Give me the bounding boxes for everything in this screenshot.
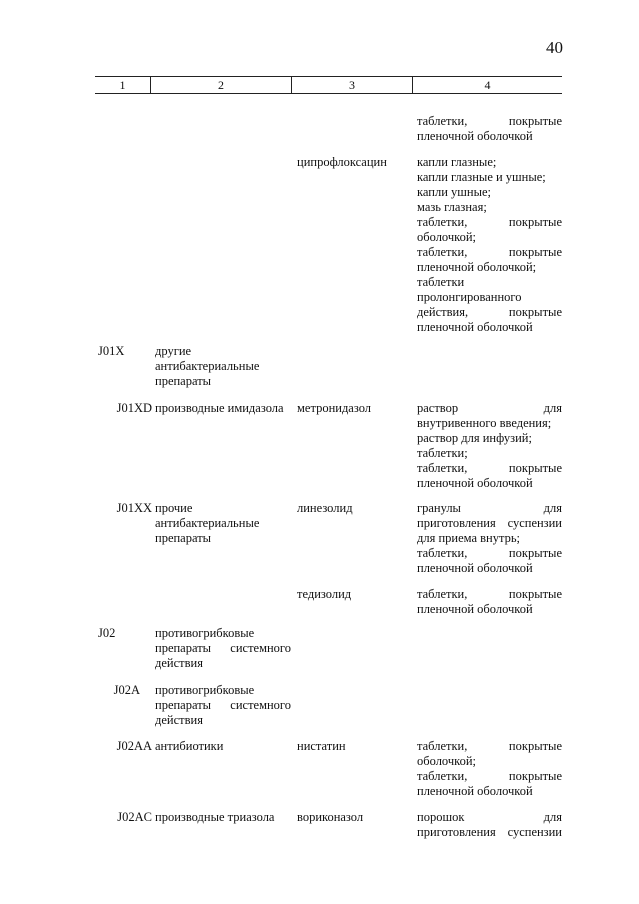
- drug-name: ципрофлоксацин: [297, 155, 387, 169]
- dosage-forms: [417, 155, 562, 335]
- group-line: другие: [155, 344, 192, 358]
- atc-code: J01XX: [116, 501, 152, 515]
- page-number: 40: [546, 38, 563, 57]
- drug-name: тедизолид: [297, 587, 352, 601]
- form-line: пленочной оболочкой: [417, 602, 533, 616]
- form-line: таблетки, покрытые: [417, 769, 562, 783]
- form-line: оболочкой;: [417, 754, 476, 768]
- anatomical-therapeutic-group: [155, 401, 291, 416]
- header-col-4: 4: [484, 78, 491, 92]
- dosage-forms: [417, 401, 562, 491]
- header-col-2: 2: [218, 78, 224, 92]
- form-line: таблетки, покрытые: [417, 114, 562, 128]
- form-line: внутривенного введения;: [417, 416, 552, 430]
- form-line: гранулы для: [417, 501, 562, 515]
- group-line: прочие: [155, 501, 193, 515]
- group-line: противогрибковые: [155, 683, 255, 697]
- anatomical-therapeutic-group: [155, 683, 291, 728]
- header-col-1: 1: [119, 78, 126, 92]
- form-line: таблетки, покрытые: [417, 215, 562, 229]
- atc-code: J01XD: [116, 401, 152, 415]
- group-line: антибактериальные: [155, 516, 260, 530]
- anatomical-therapeutic-group: [155, 810, 291, 825]
- atc-code: J02AA: [116, 739, 152, 753]
- form-line: таблетки, покрытые: [417, 546, 562, 560]
- form-line: пленочной оболочкой;: [417, 260, 537, 274]
- group-line: антибиотики: [155, 739, 224, 753]
- dosage-forms: [417, 739, 562, 799]
- form-line: таблетки, покрытые: [417, 587, 562, 601]
- drug-name: линезолид: [297, 501, 353, 515]
- group-line: препараты системного: [155, 698, 291, 712]
- form-line: таблетки, покрытые: [417, 461, 562, 475]
- form-line: порошок для: [417, 810, 562, 824]
- form-line: действия, покрытые: [417, 305, 562, 319]
- dosage-forms: [417, 587, 562, 617]
- header-col-3: 3: [349, 78, 355, 92]
- table-header: [95, 76, 562, 94]
- form-line: приготовления суспензии: [417, 516, 562, 530]
- form-line: таблетки;: [417, 446, 468, 460]
- group-line: препараты системного: [155, 641, 291, 655]
- anatomical-therapeutic-group: [155, 344, 291, 389]
- form-line: пленочной оболочкой: [417, 476, 533, 490]
- form-line: раствор для инфузий;: [417, 431, 532, 445]
- form-line: раствор для: [417, 401, 562, 415]
- drug-name: метронидазол: [297, 401, 372, 415]
- form-line: пленочной оболочкой: [417, 561, 533, 575]
- group-line: действия: [155, 656, 203, 670]
- form-line: капли глазные и ушные;: [417, 170, 546, 184]
- form-line: капли ушные;: [417, 185, 491, 199]
- group-line: препараты: [155, 374, 212, 388]
- drug-name: нистатин: [297, 739, 346, 753]
- atc-code: J02: [98, 626, 116, 640]
- dosage-forms: [417, 810, 562, 840]
- drug-name: вориконазол: [297, 810, 364, 824]
- form-line: пленочной оболочкой: [417, 320, 533, 334]
- form-line: таблетки, покрытые: [417, 739, 562, 753]
- atc-code: J01X: [98, 344, 125, 358]
- group-line: препараты: [155, 531, 212, 545]
- form-line: оболочкой;: [417, 230, 476, 244]
- dosage-forms: [417, 501, 562, 576]
- atc-code: J02A: [113, 683, 140, 697]
- form-line: для приема внутрь;: [417, 531, 521, 545]
- group-line: производные триазола: [155, 810, 275, 824]
- anatomical-therapeutic-group: [155, 626, 291, 671]
- atc-code: J02AC: [117, 810, 152, 824]
- anatomical-therapeutic-group: [155, 739, 291, 754]
- form-line: капли глазные;: [417, 155, 497, 169]
- group-line: противогрибковые: [155, 626, 255, 640]
- group-line: производные имидазола: [155, 401, 284, 415]
- dosage-forms: [417, 114, 562, 144]
- group-line: антибактериальные: [155, 359, 260, 373]
- form-line: приготовления суспензии: [417, 825, 562, 839]
- form-line: пролонгированного: [417, 290, 522, 304]
- form-line: пленочной оболочкой: [417, 784, 533, 798]
- form-line: мазь глазная;: [417, 200, 487, 214]
- form-line: таблетки: [417, 275, 465, 289]
- form-line: пленочной оболочкой: [417, 129, 533, 143]
- anatomical-therapeutic-group: [155, 501, 291, 546]
- form-line: таблетки, покрытые: [417, 245, 562, 259]
- group-line: действия: [155, 713, 203, 727]
